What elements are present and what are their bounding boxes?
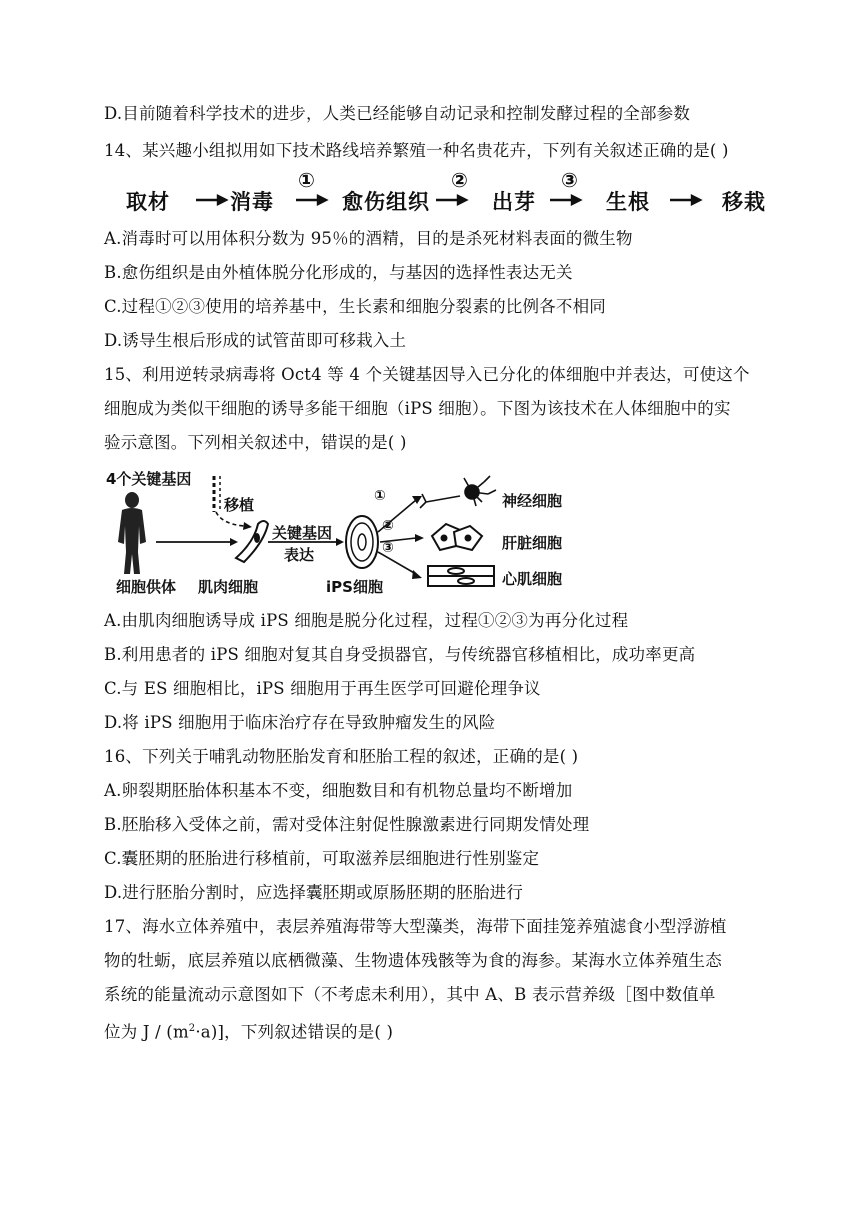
question-17-line4	[104, 1018, 393, 1044]
step-rooting: 生根	[606, 190, 650, 214]
question-17-line1: 17、海水立体养殖中，表层养殖海带等大型藻类，海带下面挂笼养殖滤食小型浮游植	[104, 917, 727, 936]
donor-label: 细胞供体	[116, 578, 177, 596]
q17-unit-prefix: 位为 J / (m	[104, 1022, 189, 1042]
q14-option-c: C.过程①②③使用的培养基中，生长素和细胞分裂素的比例各不相同	[104, 297, 606, 316]
step-harvest: 取材	[126, 190, 170, 214]
process-2-marker: ②	[451, 168, 468, 192]
q16-option-b: B.胚胎移入受体之前，需对受体注射促性腺激素进行同期发情处理	[104, 815, 590, 834]
path-3-marker: ③	[382, 540, 394, 556]
liver-cell-label: 肝脏细胞	[502, 534, 563, 552]
genes-label: 4个关键基因	[106, 470, 192, 488]
flow-arrows	[118, 172, 778, 218]
q14-option-b: B.愈伤组织是由外植体脱分化形成的，与基因的选择性表达无关	[104, 263, 573, 282]
human-donor-figure	[118, 492, 146, 574]
process-3-marker: ③	[561, 168, 578, 192]
q14-option-d: D.诱导生根后形成的试管苗即可移栽入土	[104, 331, 407, 350]
ips-cell-diagram	[104, 462, 604, 602]
q17-unit-suffix: ·a)]，下列叙述错误的是( )	[195, 1022, 394, 1042]
q15-option-c: C.与 ES 细胞相比，iPS 细胞用于再生医学可回避伦理争议	[104, 679, 541, 698]
ips-cell-label: iPS细胞	[326, 578, 383, 596]
question-15-line2: 细胞成为类似干细胞的诱导多能干细胞（iPS 细胞）。下图为该技术在人体细胞中的实	[104, 399, 731, 418]
question-15-line1: 15、利用逆转录病毒将 Oct4 等 4 个关键基因导入已分化的体细胞中并表达，可使这个	[104, 365, 750, 384]
process-1-marker: ①	[298, 168, 315, 192]
q15-option-d: D.将 iPS 细胞用于临床治疗存在导致肿瘤发生的风险	[104, 713, 496, 732]
question-17-line3: 系统的能量流动示意图如下（不考虑未利用），其中 A、B 表示营养级［图中数值单	[104, 985, 716, 1004]
key-genes-label: 关键基因	[272, 524, 333, 542]
q16-option-d: D.进行胚胎分割时，应选择囊胚期或原肠胚期的胚胎进行	[104, 883, 524, 902]
neuron-icon	[420, 476, 496, 508]
transplant-label: 移植	[224, 496, 255, 514]
q16-option-a: A.卵裂期胚胎体积基本不变，细胞数目和有机物总量均不断增加	[104, 781, 573, 800]
q16-option-c: C.囊胚期的胚胎进行移植前，可取滋养层细胞进行性别鉴定	[104, 849, 540, 868]
option-d-q13: D.目前随着科学技术的进步，人类已经能够自动记录和控制发酵过程的全部参数	[104, 104, 691, 123]
step-transplant: 移栽	[722, 190, 766, 214]
heart-muscle-cells-icon	[428, 566, 494, 586]
heart-cell-label: 心肌细胞	[502, 570, 563, 588]
path-2-marker: ②	[382, 518, 394, 534]
muscle-cell-label: 肌肉细胞	[198, 578, 259, 596]
question-17-line2: 物的牡蛎，底层养殖以底栖微藻、生物遗体残骸等为食的海参。某海水立体养殖生态	[104, 951, 722, 970]
step-callus: 愈伤组织	[342, 190, 430, 214]
express-label: 表达	[284, 546, 315, 564]
path-1-marker: ①	[374, 488, 386, 504]
q15-option-a: A.由肌肉细胞诱导成 iPS 细胞是脱分化过程，过程①②③为再分化过程	[104, 611, 629, 630]
q17-unit-superscript: 2	[188, 1023, 196, 1034]
liver-cells-icon	[432, 524, 482, 550]
question-16: 16、下列关于哺乳动物胚胎发育和胚胎工程的叙述，正确的是( )	[104, 747, 579, 766]
tissue-culture-flowchart	[118, 168, 778, 218]
question-15-line3: 验示意图。下列相关叙述中，错误的是( )	[104, 433, 407, 452]
question-14: 14、某兴趣小组拟用如下技术路线培养繁殖一种名贵花卉，下列有关叙述正确的是( )	[104, 141, 729, 160]
q15-option-b: B.利用患者的 iPS 细胞对复其自身受损器官，与传统器官移植相比，成功率更高	[104, 645, 696, 664]
q14-option-a: A.消毒时可以用体积分数为 95％的酒精，目的是杀死材料表面的微生物	[104, 229, 633, 248]
step-disinfect: 消毒	[230, 190, 274, 214]
nerve-cell-label: 神经细胞	[502, 492, 563, 510]
step-budding: 出芽	[492, 190, 536, 214]
